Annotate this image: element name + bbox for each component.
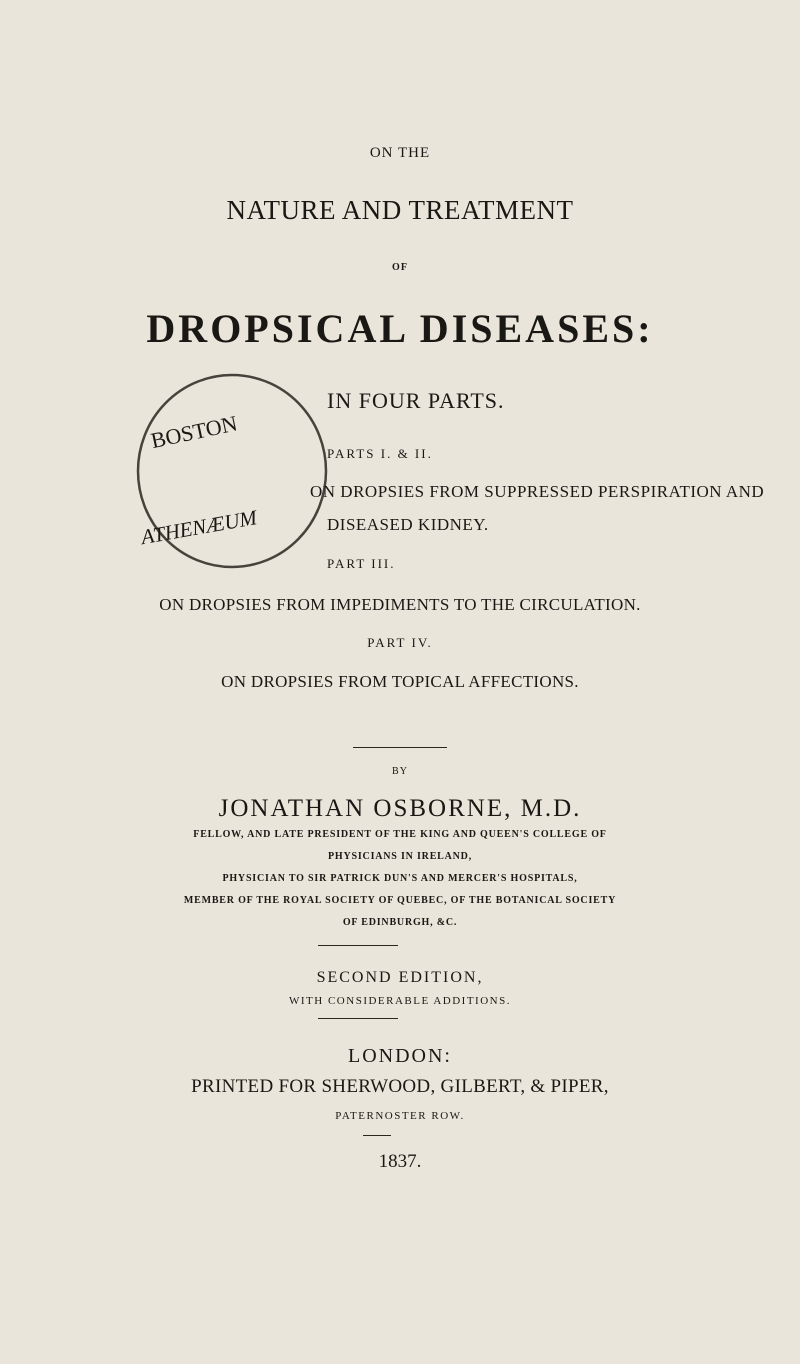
author-credential: PHYSICIAN TO SIR PATRICK DUN'S AND MERCER'S HOSPITALS, bbox=[222, 873, 578, 884]
edition-note: WITH CONSIDERABLE ADDITIONS. bbox=[289, 995, 511, 1007]
part-3-heading: PART III. bbox=[327, 556, 396, 571]
parts-intro: IN FOUR PARTS. bbox=[327, 388, 505, 413]
publication-city: LONDON: bbox=[348, 1045, 452, 1067]
part-4-description: ON DROPSIES FROM TOPICAL AFFECTIONS. bbox=[221, 672, 579, 691]
stamp-text-top: BOSTON bbox=[148, 410, 240, 454]
part-3-description: ON DROPSIES FROM IMPEDIMENTS TO THE CIRCULATION. bbox=[159, 595, 641, 614]
author-credential: MEMBER OF THE ROYAL SOCIETY OF QUEBEC, OF THE BOTANICAL SOCIETY bbox=[183, 895, 617, 906]
part-1-2-description-line1: ON DROPSIES FROM SUPPRESSED PERSPIRATION AND bbox=[310, 482, 765, 501]
divider-rule bbox=[318, 1018, 398, 1019]
part-4-heading: PART IV. bbox=[367, 635, 433, 650]
edition-statement: SECOND EDITION, bbox=[316, 969, 484, 986]
main-title: NATURE AND TREATMENT bbox=[226, 195, 574, 225]
author-credential: PHYSICIANS IN IRELAND, bbox=[327, 851, 472, 862]
publication-year: 1837. bbox=[378, 1151, 422, 1172]
author-credential: FELLOW, AND LATE PRESIDENT OF THE KING AND QUEEN'S COLLEGE OF bbox=[193, 829, 607, 840]
publisher-address: PATERNOSTER ROW. bbox=[335, 1110, 465, 1122]
main-subject: DROPSICAL DISEASES: bbox=[146, 306, 654, 351]
part-1-2-description-line2: DISEASED KIDNEY. bbox=[327, 515, 489, 534]
part-1-2-heading: PARTS I. & II. bbox=[327, 446, 433, 461]
author-credential: OF EDINBURGH, &C. bbox=[342, 917, 458, 928]
author-name: JONATHAN OSBORNE, M.D. bbox=[218, 795, 582, 822]
divider-rule bbox=[353, 747, 447, 748]
title-prefix: ON THE bbox=[369, 145, 431, 161]
title-connector: OF bbox=[392, 262, 408, 273]
by-line: BY bbox=[392, 766, 408, 777]
publisher: PRINTED FOR SHERWOOD, GILBERT, & PIPER, bbox=[191, 1076, 609, 1097]
divider-rule bbox=[318, 945, 398, 946]
divider-rule bbox=[363, 1135, 391, 1136]
stamp-text-bottom: ATHENÆUM bbox=[139, 505, 259, 550]
stamp-ring bbox=[138, 375, 326, 567]
